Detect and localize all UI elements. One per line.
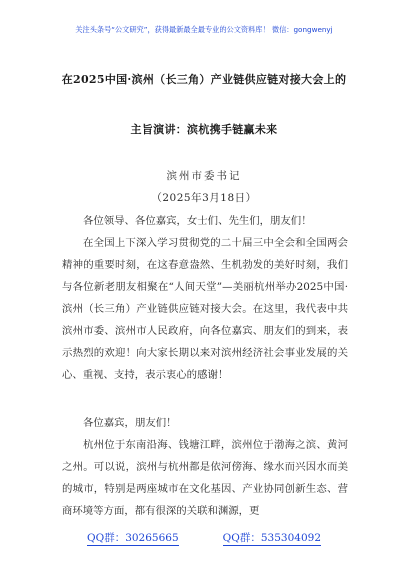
salutation-2: 各位嘉宾，朋友们！ [83, 417, 177, 429]
footer [0, 532, 408, 546]
salutation: 各位领导、各位嘉宾，女士们、先生们，朋友们！ [83, 215, 312, 227]
document-title-line1: 在2025中国·滨州（长三角）产业链供应链对接大会上的 [61, 73, 347, 86]
document-author: 滨州市委书记 [166, 170, 242, 182]
document-title-line2: 主旨演讲：滨杭携手链赢未来 [130, 123, 278, 136]
footer-qq-group-1[interactable]: QQ群：30265665 [86, 532, 179, 544]
footer-qq-group-2[interactable]: QQ群：535304092 [222, 532, 321, 544]
body-paragraph-2 [62, 434, 348, 522]
document-date: （2025年3月18日） [151, 192, 257, 204]
paragraph-2-text: 杭州位于东南沿海、钱塘江畔，滨州位于渤海之滨、黄河之州。可以说，滨州与杭州都是依河傍海、缘水而兴因水而美的城市，特别是两座城市在文化基因、产业协同创新生态、营商环境等方面，都有很深的关联和渊源，更 [62, 439, 348, 517]
paragraph-1-text: 在全国上下深入学习贯彻党的二十届三中全会和全国两会精神的重要时刻，在这春意盎然、生机勃发的美好时刻，我们与各位新老朋友相聚在“人间天堂”—美丽杭州举办2025中国·滨州（长三角）产业链供应链对接大会。在这里，我代表中共滨州市委、滨州市人民政府，向各位嘉宾、朋友们的到来，表示热烈的欢迎！向大家长期以来对滨州经济社会事业发展的关心、重视、支持，表示衷心的感谢！ [62, 237, 348, 381]
header-banner: 关注头条号“公文研究”，获得最新最全最专业的公文资料库！ 微信：gongwenyj [75, 25, 333, 34]
body-paragraph-1 [62, 232, 348, 386]
